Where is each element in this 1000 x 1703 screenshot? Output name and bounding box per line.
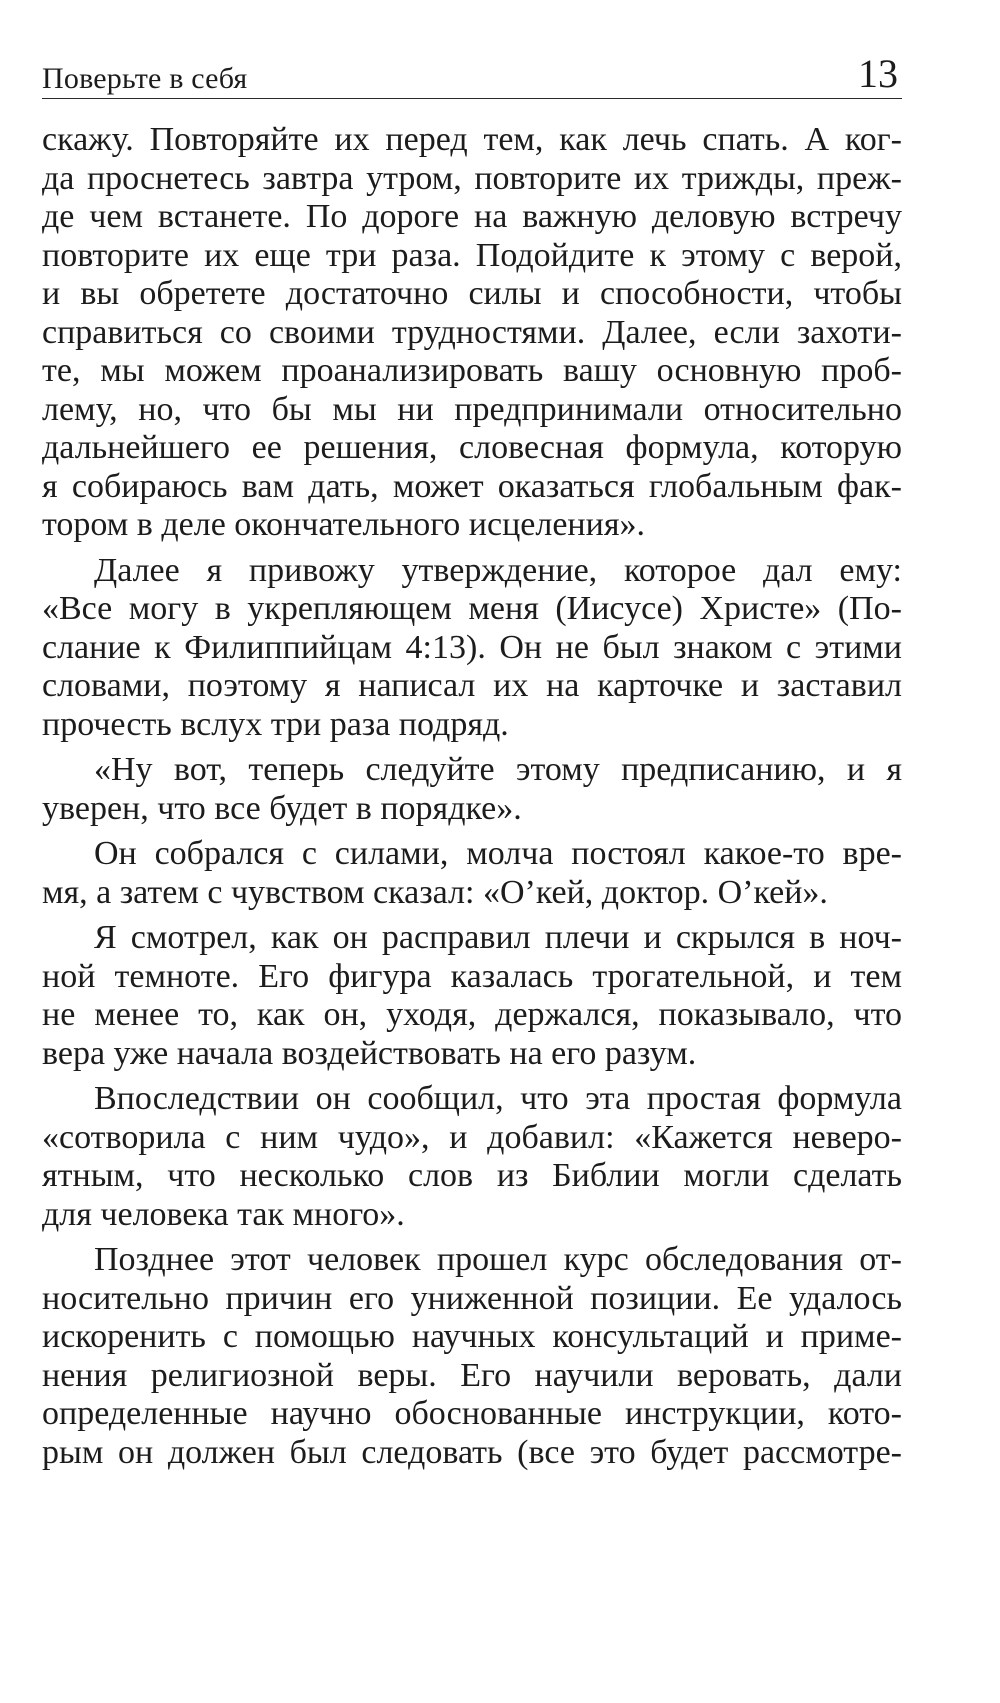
text-line: определенные научно обоснованные инструкции, кото- bbox=[42, 1395, 902, 1432]
text-line: скажу. Повторяйте их перед тем, как лечь спать. А ког- bbox=[42, 121, 902, 158]
text-line: ной темноте. Его фигура казалась трогательной, и тем bbox=[42, 957, 902, 995]
text-line: ятным, что несколько слов из Библии могли сделать bbox=[42, 1157, 902, 1194]
text-line: слание к Филиппийцам 4:13). Он не был знаком с этими bbox=[42, 628, 902, 666]
text-line: и вы обретете достаточно силы и способности, чтобы bbox=[42, 275, 902, 312]
running-header bbox=[42, 52, 902, 99]
page-number: 13 bbox=[858, 51, 898, 96]
text-line: «сотворила с ним чудо», и добавил: «Кажется неверо- bbox=[42, 1118, 902, 1156]
text-line: искоренить с помощью научных консультаций и приме- bbox=[42, 1318, 902, 1355]
text-line: я собираюсь вам дать, может оказаться глобальным фак- bbox=[42, 467, 902, 505]
text-line: уверен, что все будет в порядке». bbox=[42, 789, 522, 827]
text-line: де чем встанете. По дороге на важную деловую встречу bbox=[42, 198, 902, 235]
text-line: дальнейшего ее решения, словесная формула, которую bbox=[42, 429, 902, 466]
book-page bbox=[42, 52, 902, 1472]
text-line: рым он должен был следовать (все это будет рассмотре- bbox=[42, 1433, 902, 1471]
paragraph-2 bbox=[42, 552, 902, 745]
text-line: Он собрался с силами, молча постоял какое-то вре- bbox=[94, 835, 902, 872]
text-line: нения религиозной веры. Его научили веровать, дали bbox=[42, 1356, 902, 1394]
text-line: повторите их еще три раза. Подойдите к этому с верой, bbox=[42, 236, 902, 274]
text-line: Позднее этот человек прошел курс обследования от- bbox=[94, 1241, 902, 1278]
text-line: для человека так много». bbox=[42, 1195, 405, 1233]
text-line: справиться со своими трудностями. Далее, если захоти- bbox=[42, 313, 902, 351]
text-line: прочесть вслух три раза подряд. bbox=[42, 705, 509, 743]
paragraph-5 bbox=[42, 919, 902, 1073]
text-line: мя, а затем с чувством сказал: «О’кей, доктор. О’кей». bbox=[42, 873, 828, 911]
text-line: не менее то, как он, уходя, держался, показывало, что bbox=[42, 996, 902, 1033]
paragraph-4 bbox=[42, 835, 902, 912]
text-line: Далее я привожу утверждение, которое дал ему: bbox=[94, 551, 902, 589]
body-text bbox=[42, 121, 902, 1472]
text-line: лему, но, что бы мы ни предпринимали относительно bbox=[42, 390, 902, 428]
text-line: «Ну вот, теперь следуйте этому предписанию, и я bbox=[94, 751, 902, 788]
paragraph-1 bbox=[42, 121, 902, 545]
text-line: «Все могу в укрепляющем меня (Иисусе) Христе» (По- bbox=[42, 590, 902, 627]
text-line: те, мы можем проанализировать вашу основную проб- bbox=[42, 352, 902, 389]
paragraph-7 bbox=[42, 1241, 902, 1472]
text-line: тором в деле окончательного исцеления». bbox=[42, 506, 645, 543]
paragraph-6 bbox=[42, 1080, 902, 1234]
text-line: Впоследствии он сообщил, что эта простая формула bbox=[94, 1080, 902, 1117]
paragraph-3 bbox=[42, 751, 902, 828]
text-line: да проснетесь завтра утром, повторите их трижды, преж- bbox=[42, 159, 902, 197]
text-line: словами, поэтому я написал их на карточке и заставил bbox=[42, 667, 902, 704]
text-line: Я смотрел, как он расправил плечи и скрылся в ноч- bbox=[94, 919, 902, 956]
text-line: носительно причин его униженной позиции. Ее удалось bbox=[42, 1279, 902, 1317]
text-line: вера уже начала воздействовать на его разум. bbox=[42, 1034, 697, 1072]
running-title: Поверьте в себя bbox=[42, 62, 248, 95]
